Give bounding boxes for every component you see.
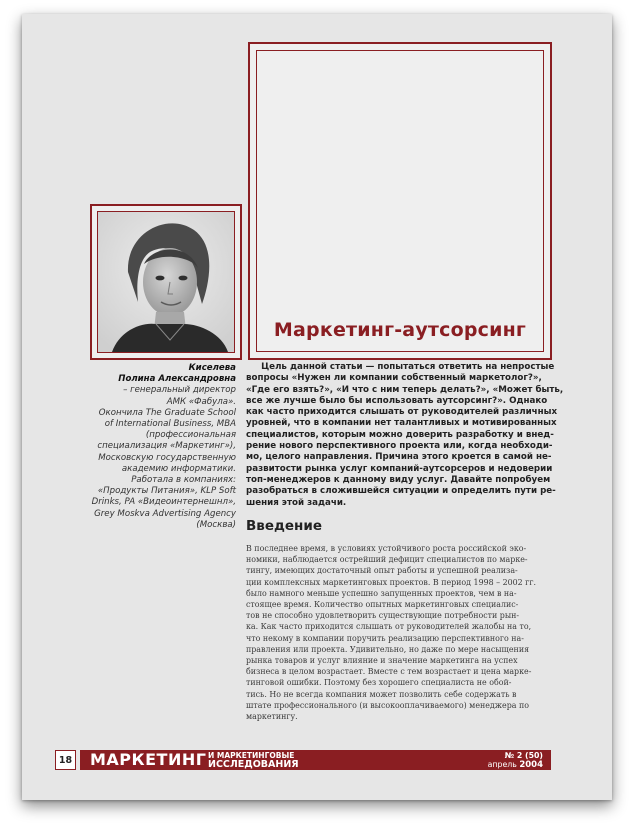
title-frame xyxy=(248,42,552,360)
body-line: тись. Но не всегда компания может позволить себе содержать в xyxy=(246,689,517,699)
lead-line: шения этой задачи. xyxy=(246,497,347,508)
magazine-logo-main: МАРКЕТИНГ xyxy=(90,750,207,769)
lead-line: как часто приходится слышать от руководителей различных xyxy=(246,407,558,418)
issue-number: № 2 (50) xyxy=(504,751,543,760)
lead-line: уровней, что в компании нет талантливых и мотивированных xyxy=(246,418,557,429)
issue-info xyxy=(488,752,543,769)
body-line: стоящее время. Количество опытных маркетинговых специалис- xyxy=(246,600,519,610)
author-bio-line: Окончила The Graduate School xyxy=(98,407,236,418)
author-bio-line: (Москва) xyxy=(196,519,236,530)
author-bio-line: (профессиональная xyxy=(145,430,236,441)
body-line: рынка товаров и услуг влияние и значение маркетинга на успех xyxy=(246,656,518,666)
author-bio-line: – генеральный директор xyxy=(123,385,236,396)
author-bio-line: Drinks, PA «Видеоинтернешнл», xyxy=(91,497,236,508)
author-bio-line: специализация «Маркетинг»), xyxy=(97,441,236,452)
section-heading: Введение xyxy=(246,518,322,534)
page-number: 18 xyxy=(55,750,76,770)
author-portrait-image xyxy=(98,212,234,352)
body-line: было намного меньше успешно запущенных проектов, чем в на- xyxy=(246,588,517,598)
page-footer xyxy=(55,750,551,770)
article-title: Маркетинг-аутсорсинг xyxy=(273,319,527,341)
author-bio-line: of International Business, MBA xyxy=(104,419,236,430)
lead-line: рение нового перспективного проекта или, когда необходи- xyxy=(246,441,553,452)
issue-year: 2004 xyxy=(519,759,543,770)
body-line: В последнее время, в условиях устойчивого роста российской эко- xyxy=(246,544,527,553)
author-photo-frame xyxy=(90,204,242,360)
author-bio-line: Работала в компаниях: xyxy=(131,475,236,486)
magazine-page xyxy=(22,14,612,800)
body-line: тинговой ошибки. Поэтому без хорошего специалиста не обой- xyxy=(246,678,512,688)
lead-line: Цель данной статьи — попытаться ответить на непростые xyxy=(246,362,555,372)
lead-line: специалистов, которым можно доверить разработку и внед- xyxy=(246,429,554,440)
body-line: ка. Как часто приходится слышать от руководителей жалобы на то, xyxy=(246,622,532,632)
magazine-logo-sub-top: И МАРКЕТИНГОВЫЕ xyxy=(208,751,295,760)
author-photo xyxy=(97,211,235,353)
author-bio-line: академию информатики. xyxy=(121,463,236,474)
lead-line: топ-менеджеров к данному виду услуг. Давайте попробуем xyxy=(246,474,551,485)
author-info xyxy=(62,363,236,531)
issue-month: апрель xyxy=(487,759,517,769)
body-line: штате профессионального (и высокооплачиваемого) менеджера по xyxy=(246,700,529,710)
lead-line: развитости рынка услуг компаний-аутсорсеров и недоверии xyxy=(246,463,553,474)
author-bio-line: АМК «Фабула». xyxy=(166,396,236,407)
body-paragraph xyxy=(246,543,554,722)
body-line: бизнеса в целом возрастает. Вместе с тем возрастает и цена марке- xyxy=(246,667,532,677)
author-bio-line: «Продукты Питания», KLP Soft xyxy=(97,486,236,497)
title-frame-inner xyxy=(256,50,544,352)
author-name: Полина Александровна xyxy=(118,374,236,385)
magazine-logo-sub-bottom: ИССЛЕДОВАНИЯ xyxy=(208,759,299,770)
body-line: тингу, имеющих достаточный опыт работы и успешной реализа- xyxy=(246,566,518,576)
body-line: маркетингу. xyxy=(246,712,298,722)
author-surname: Киселева xyxy=(188,363,236,373)
lead-paragraph xyxy=(246,362,564,509)
issue-date xyxy=(488,761,543,770)
lead-line: вопросы «Нужен ли компании собственный маркетолог?», xyxy=(246,373,542,384)
body-line: ции комплексных маркетинговых проектов. В период 1998 – 2002 гг. xyxy=(246,577,536,587)
body-line: что некому в компании поручить реализацию перспективного на- xyxy=(246,633,524,643)
lead-line: разобраться в сложившейся ситуации и определить пути ре- xyxy=(246,486,556,497)
lead-line: все же лучше было бы использовать аутсорсинг?». Однако xyxy=(246,395,548,406)
author-bio-line: Grey Moskva Advertising Agency xyxy=(94,508,236,519)
body-line: правления или проекта. Удивительно, но даже по мере насыщения xyxy=(246,644,530,654)
author-bio-line: Московскую государственную xyxy=(98,452,236,463)
footer-band xyxy=(80,750,551,770)
magazine-logo-sub xyxy=(208,752,299,770)
body-line: тов не способно удовлетворить существующие потребности рын- xyxy=(246,611,520,621)
body-line: номики, наблюдается острейший дефицит специалистов по марке- xyxy=(246,555,528,565)
lead-line: мо, целого направления. Причина этого кроется в самой не- xyxy=(246,452,552,463)
lead-line: «Где его взять?», «И что с ним теперь делать?», «Может быть, xyxy=(246,384,564,395)
